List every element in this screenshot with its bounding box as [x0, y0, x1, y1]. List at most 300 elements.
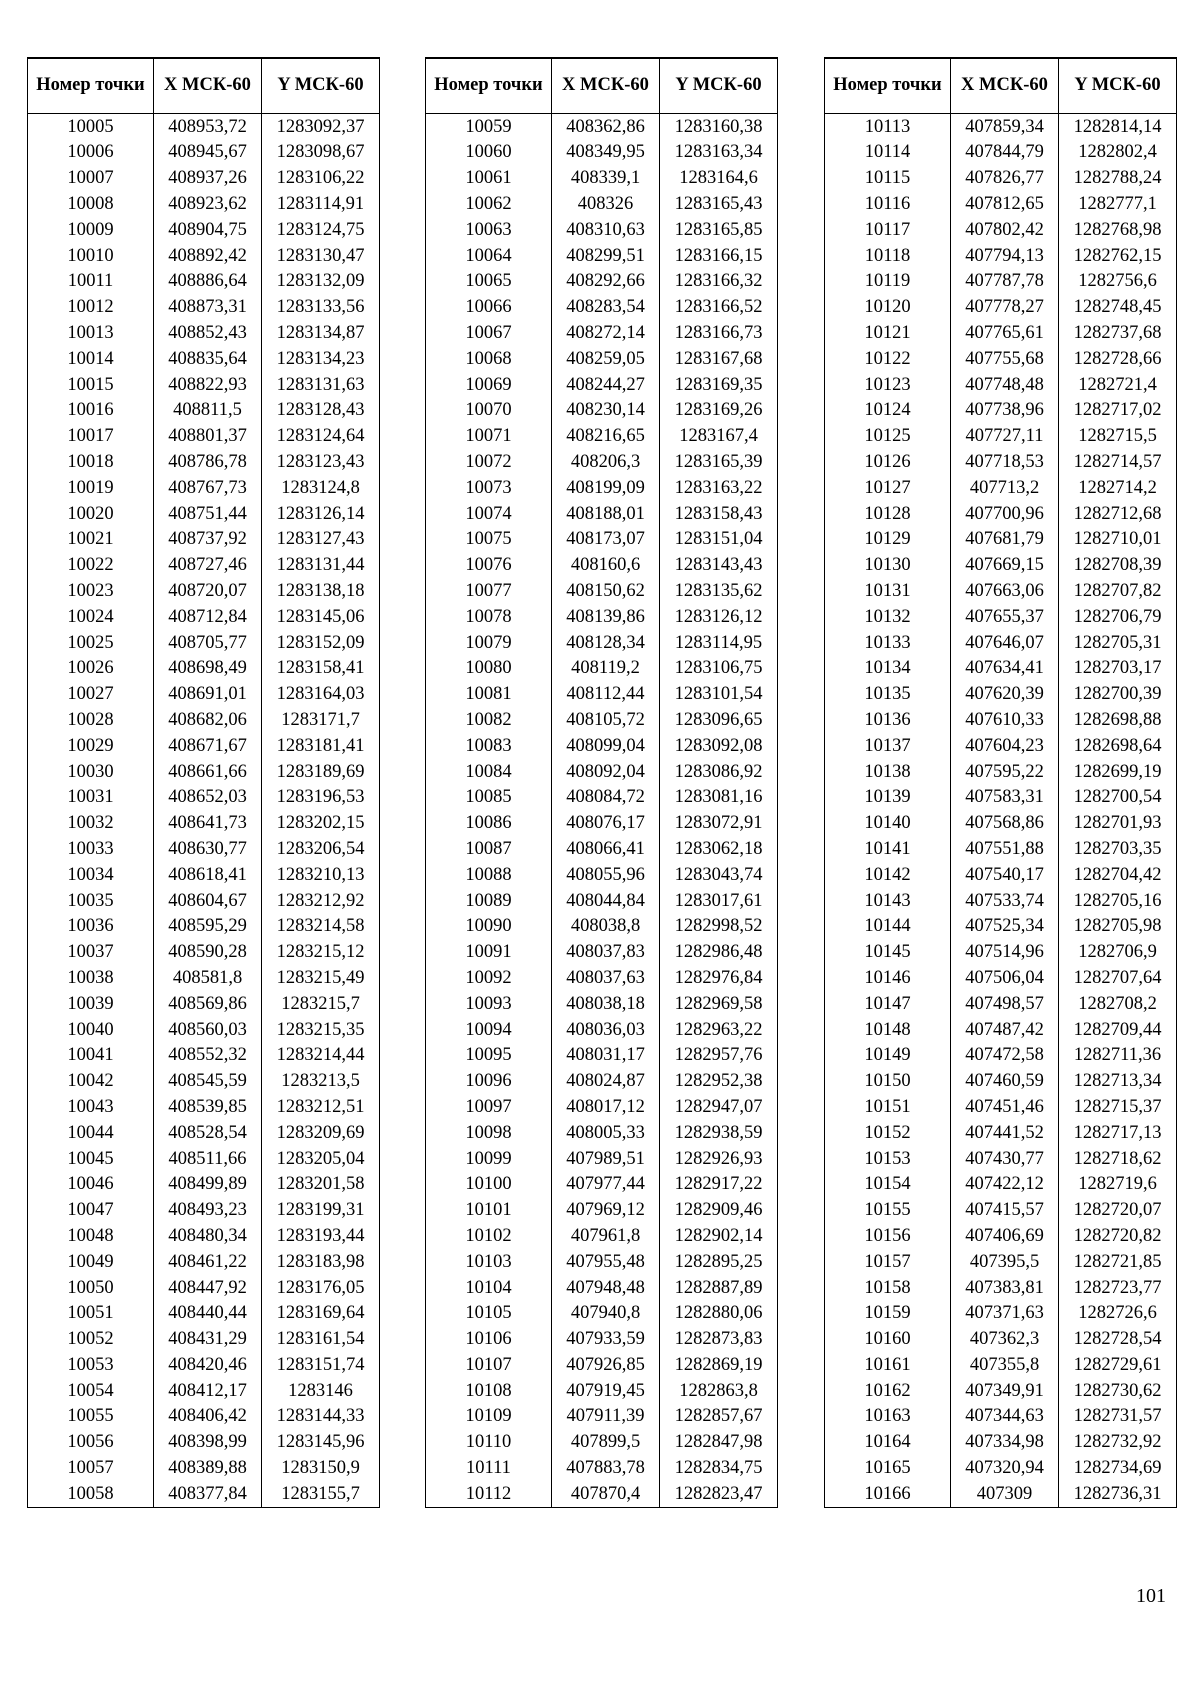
y-coordinate-cell: 1282880,06 — [660, 1301, 778, 1327]
y-coordinate-cell: 1283209,69 — [262, 1120, 380, 1146]
x-coordinate-cell: 407634,41 — [951, 656, 1059, 682]
y-coordinate-cell: 1282717,02 — [1059, 398, 1177, 424]
table-row — [426, 1378, 778, 1404]
point-number-cell: 10086 — [426, 811, 552, 837]
x-coordinate-cell: 408112,44 — [552, 682, 660, 708]
table-row — [825, 1223, 1177, 1249]
table-header-row — [28, 58, 380, 114]
x-coordinate-cell: 407349,91 — [951, 1378, 1059, 1404]
y-coordinate-cell: 1283215,12 — [262, 940, 380, 966]
y-coordinate-cell: 1283166,15 — [660, 243, 778, 269]
y-coordinate-cell: 1283213,5 — [262, 1068, 380, 1094]
point-number-cell: 10098 — [426, 1120, 552, 1146]
table-row — [426, 1197, 778, 1223]
y-coordinate-cell: 1283169,26 — [660, 398, 778, 424]
y-coordinate-cell: 1282712,68 — [1059, 501, 1177, 527]
y-coordinate-cell: 1282721,85 — [1059, 1249, 1177, 1275]
table-row — [426, 166, 778, 192]
coordinate-table-3 — [824, 57, 1177, 1508]
x-coordinate-cell: 408017,12 — [552, 1094, 660, 1120]
y-coordinate-cell: 1283212,51 — [262, 1094, 380, 1120]
y-coordinate-cell: 1283138,18 — [262, 578, 380, 604]
point-number-cell: 10124 — [825, 398, 951, 424]
point-number-cell: 10095 — [426, 1043, 552, 1069]
y-coordinate-cell: 1282731,57 — [1059, 1404, 1177, 1430]
point-number-cell: 10136 — [825, 707, 951, 733]
table-row — [28, 1275, 380, 1301]
x-coordinate-cell: 407955,48 — [552, 1249, 660, 1275]
table-row — [825, 501, 1177, 527]
table-row — [28, 140, 380, 166]
table-row — [426, 1017, 778, 1043]
y-coordinate-cell: 1283145,06 — [262, 604, 380, 630]
y-coordinate-cell: 1283171,7 — [262, 707, 380, 733]
x-coordinate-cell: 407344,63 — [951, 1404, 1059, 1430]
x-coordinate-cell: 408036,03 — [552, 1017, 660, 1043]
table-row — [426, 862, 778, 888]
x-coordinate-cell: 408698,49 — [154, 656, 262, 682]
y-coordinate-cell: 1282748,45 — [1059, 295, 1177, 321]
x-coordinate-cell: 407430,77 — [951, 1146, 1059, 1172]
point-number-cell: 10030 — [28, 759, 154, 785]
x-coordinate-cell: 407933,59 — [552, 1326, 660, 1352]
y-coordinate-cell: 1282705,31 — [1059, 630, 1177, 656]
coordinate-tables — [0, 57, 1200, 1577]
y-coordinate-cell: 1282708,2 — [1059, 991, 1177, 1017]
x-coordinate-cell: 408037,83 — [552, 940, 660, 966]
y-coordinate-cell: 1282768,98 — [1059, 217, 1177, 243]
y-coordinate-cell: 1283165,85 — [660, 217, 778, 243]
y-coordinate-cell: 1283160,38 — [660, 114, 778, 140]
table-row — [426, 630, 778, 656]
table-row — [825, 991, 1177, 1017]
point-number-cell: 10009 — [28, 217, 154, 243]
x-coordinate-cell: 408852,43 — [154, 320, 262, 346]
table-row — [426, 424, 778, 450]
point-number-cell: 10040 — [28, 1017, 154, 1043]
y-coordinate-cell: 1282777,1 — [1059, 191, 1177, 217]
table-row — [426, 553, 778, 579]
table-row — [825, 604, 1177, 630]
point-number-cell: 10036 — [28, 914, 154, 940]
y-coordinate-cell: 1283181,41 — [262, 733, 380, 759]
x-coordinate-cell: 408119,2 — [552, 656, 660, 682]
table-row — [825, 217, 1177, 243]
point-number-cell: 10015 — [28, 372, 154, 398]
x-coordinate-cell: 407655,37 — [951, 604, 1059, 630]
x-coordinate-cell: 408206,3 — [552, 449, 660, 475]
point-number-cell: 10127 — [825, 475, 951, 501]
y-coordinate-cell: 1283167,4 — [660, 424, 778, 450]
y-coordinate-cell: 1283215,35 — [262, 1017, 380, 1043]
x-coordinate-cell: 407738,96 — [951, 398, 1059, 424]
point-number-cell: 10119 — [825, 269, 951, 295]
table-row — [825, 1481, 1177, 1507]
y-coordinate-cell: 1282834,75 — [660, 1455, 778, 1481]
x-coordinate-cell: 408705,77 — [154, 630, 262, 656]
table-row — [825, 1197, 1177, 1223]
table-row — [825, 1430, 1177, 1456]
table-row — [28, 1146, 380, 1172]
table-row — [28, 578, 380, 604]
table-row — [825, 707, 1177, 733]
point-number-cell: 10035 — [28, 888, 154, 914]
x-coordinate-cell: 408712,84 — [154, 604, 262, 630]
point-number-cell: 10151 — [825, 1094, 951, 1120]
table-row — [28, 553, 380, 579]
coordinate-table-1 — [27, 57, 380, 1508]
point-number-cell: 10120 — [825, 295, 951, 321]
y-coordinate-cell: 1282869,19 — [660, 1352, 778, 1378]
y-coordinate-cell: 1282715,37 — [1059, 1094, 1177, 1120]
table-row — [825, 449, 1177, 475]
point-number-cell: 10113 — [825, 114, 951, 140]
x-coordinate-cell: 408431,29 — [154, 1326, 262, 1352]
point-number-cell: 10024 — [28, 604, 154, 630]
y-coordinate-cell: 1282721,4 — [1059, 372, 1177, 398]
y-coordinate-cell: 1283206,54 — [262, 836, 380, 862]
table-row — [426, 759, 778, 785]
y-coordinate-cell: 1282969,58 — [660, 991, 778, 1017]
table-row — [426, 114, 778, 140]
table-row — [825, 346, 1177, 372]
y-coordinate-cell: 1282701,93 — [1059, 811, 1177, 837]
x-coordinate-cell: 407383,81 — [951, 1275, 1059, 1301]
point-number-cell: 10091 — [426, 940, 552, 966]
point-number-cell: 10121 — [825, 320, 951, 346]
point-number-cell: 10130 — [825, 553, 951, 579]
table-row — [825, 1172, 1177, 1198]
point-number-cell: 10052 — [28, 1326, 154, 1352]
x-coordinate-cell: 408892,42 — [154, 243, 262, 269]
x-coordinate-cell: 408682,06 — [154, 707, 262, 733]
point-number-cell: 10043 — [28, 1094, 154, 1120]
x-coordinate-cell: 408539,85 — [154, 1094, 262, 1120]
y-coordinate-cell: 1282947,07 — [660, 1094, 778, 1120]
x-coordinate-cell: 407451,46 — [951, 1094, 1059, 1120]
point-number-cell: 10166 — [825, 1481, 951, 1507]
x-coordinate-cell: 408727,46 — [154, 553, 262, 579]
x-coordinate-cell: 407498,57 — [951, 991, 1059, 1017]
table-row — [426, 707, 778, 733]
point-number-cell: 10058 — [28, 1481, 154, 1507]
point-number-cell: 10133 — [825, 630, 951, 656]
point-number-cell: 10159 — [825, 1301, 951, 1327]
table-row — [825, 759, 1177, 785]
y-coordinate-cell: 1282736,31 — [1059, 1481, 1177, 1507]
point-number-cell: 10143 — [825, 888, 951, 914]
y-coordinate-cell: 1282909,46 — [660, 1197, 778, 1223]
table-row — [426, 475, 778, 501]
point-number-cell: 10139 — [825, 785, 951, 811]
table-row — [825, 1068, 1177, 1094]
point-number-cell: 10140 — [825, 811, 951, 837]
y-coordinate-cell: 1282707,82 — [1059, 578, 1177, 604]
point-number-cell: 10096 — [426, 1068, 552, 1094]
x-coordinate-cell: 408493,23 — [154, 1197, 262, 1223]
table-row — [426, 140, 778, 166]
x-coordinate-cell: 407487,42 — [951, 1017, 1059, 1043]
table-row — [28, 682, 380, 708]
x-coordinate-cell: 408835,64 — [154, 346, 262, 372]
x-coordinate-cell: 407371,63 — [951, 1301, 1059, 1327]
table-row — [28, 449, 380, 475]
x-coordinate-cell: 407610,33 — [951, 707, 1059, 733]
table-row — [825, 1352, 1177, 1378]
point-number-cell: 10102 — [426, 1223, 552, 1249]
header-x: X МСК-60 — [154, 58, 262, 114]
table-row — [825, 1249, 1177, 1275]
point-number-cell: 10118 — [825, 243, 951, 269]
x-coordinate-cell: 408389,88 — [154, 1455, 262, 1481]
point-number-cell: 10100 — [426, 1172, 552, 1198]
x-coordinate-cell: 408595,29 — [154, 914, 262, 940]
x-coordinate-cell: 407812,65 — [951, 191, 1059, 217]
x-coordinate-cell: 407948,48 — [552, 1275, 660, 1301]
y-coordinate-cell: 1282707,64 — [1059, 965, 1177, 991]
y-coordinate-cell: 1282952,38 — [660, 1068, 778, 1094]
point-number-cell: 10047 — [28, 1197, 154, 1223]
table-row — [426, 191, 778, 217]
table-row — [426, 398, 778, 424]
y-coordinate-cell: 1283193,44 — [262, 1223, 380, 1249]
table-row — [426, 372, 778, 398]
x-coordinate-cell: 408139,86 — [552, 604, 660, 630]
table-row — [426, 656, 778, 682]
point-number-cell: 10083 — [426, 733, 552, 759]
y-coordinate-cell: 1283205,04 — [262, 1146, 380, 1172]
y-coordinate-cell: 1282700,54 — [1059, 785, 1177, 811]
point-number-cell: 10012 — [28, 295, 154, 321]
table-row — [426, 1326, 778, 1352]
point-number-cell: 10022 — [28, 553, 154, 579]
x-coordinate-cell: 408499,89 — [154, 1172, 262, 1198]
y-coordinate-cell: 1282723,77 — [1059, 1275, 1177, 1301]
x-coordinate-cell: 408480,34 — [154, 1223, 262, 1249]
x-coordinate-cell: 408128,34 — [552, 630, 660, 656]
y-coordinate-cell: 1283158,41 — [262, 656, 380, 682]
table-row — [28, 398, 380, 424]
point-number-cell: 10122 — [825, 346, 951, 372]
x-coordinate-cell: 407713,2 — [951, 475, 1059, 501]
table-row — [825, 1275, 1177, 1301]
table-row — [825, 1326, 1177, 1352]
x-coordinate-cell: 407646,07 — [951, 630, 1059, 656]
point-number-cell: 10028 — [28, 707, 154, 733]
y-coordinate-cell: 1282957,76 — [660, 1043, 778, 1069]
point-number-cell: 10041 — [28, 1043, 154, 1069]
table-row — [426, 1455, 778, 1481]
x-coordinate-cell: 408362,86 — [552, 114, 660, 140]
point-number-cell: 10103 — [426, 1249, 552, 1275]
y-coordinate-cell: 1283126,12 — [660, 604, 778, 630]
point-number-cell: 10081 — [426, 682, 552, 708]
table-row — [28, 785, 380, 811]
y-coordinate-cell: 1283215,49 — [262, 965, 380, 991]
y-coordinate-cell: 1283081,16 — [660, 785, 778, 811]
point-number-cell: 10109 — [426, 1404, 552, 1430]
x-coordinate-cell: 408092,04 — [552, 759, 660, 785]
y-coordinate-cell: 1282699,19 — [1059, 759, 1177, 785]
point-number-cell: 10160 — [825, 1326, 951, 1352]
table-row — [28, 914, 380, 940]
x-coordinate-cell: 407919,45 — [552, 1378, 660, 1404]
point-number-cell: 10053 — [28, 1352, 154, 1378]
point-number-cell: 10072 — [426, 449, 552, 475]
point-number-cell: 10141 — [825, 836, 951, 862]
y-coordinate-cell: 1283151,04 — [660, 527, 778, 553]
point-number-cell: 10094 — [426, 1017, 552, 1043]
point-number-cell: 10106 — [426, 1326, 552, 1352]
table-row — [426, 914, 778, 940]
table-row — [426, 1430, 778, 1456]
y-coordinate-cell: 1282713,34 — [1059, 1068, 1177, 1094]
y-coordinate-cell: 1282857,67 — [660, 1404, 778, 1430]
y-coordinate-cell: 1282732,92 — [1059, 1430, 1177, 1456]
point-number-cell: 10145 — [825, 940, 951, 966]
x-coordinate-cell: 408641,73 — [154, 811, 262, 837]
table-row — [28, 836, 380, 862]
point-number-cell: 10146 — [825, 965, 951, 991]
table-row — [825, 1120, 1177, 1146]
point-number-cell: 10155 — [825, 1197, 951, 1223]
y-coordinate-cell: 1283092,08 — [660, 733, 778, 759]
y-coordinate-cell: 1283124,64 — [262, 424, 380, 450]
y-coordinate-cell: 1282726,6 — [1059, 1301, 1177, 1327]
table-row — [426, 811, 778, 837]
x-coordinate-cell: 407718,53 — [951, 449, 1059, 475]
x-coordinate-cell: 407755,68 — [951, 346, 1059, 372]
point-number-cell: 10050 — [28, 1275, 154, 1301]
table-row — [825, 1043, 1177, 1069]
table-row — [825, 862, 1177, 888]
point-number-cell: 10045 — [28, 1146, 154, 1172]
point-number-cell: 10026 — [28, 656, 154, 682]
x-coordinate-cell: 408406,42 — [154, 1404, 262, 1430]
x-coordinate-cell: 407961,8 — [552, 1223, 660, 1249]
point-number-cell: 10111 — [426, 1455, 552, 1481]
table-row — [426, 1275, 778, 1301]
y-coordinate-cell: 1282998,52 — [660, 914, 778, 940]
x-coordinate-cell: 408099,04 — [552, 733, 660, 759]
y-coordinate-cell: 1282737,68 — [1059, 320, 1177, 346]
y-coordinate-cell: 1283145,96 — [262, 1430, 380, 1456]
x-coordinate-cell: 407787,78 — [951, 269, 1059, 295]
point-number-cell: 10092 — [426, 965, 552, 991]
point-number-cell: 10134 — [825, 656, 951, 682]
y-coordinate-cell: 1282802,4 — [1059, 140, 1177, 166]
x-coordinate-cell: 407506,04 — [951, 965, 1059, 991]
point-number-cell: 10137 — [825, 733, 951, 759]
y-coordinate-cell: 1282887,89 — [660, 1275, 778, 1301]
header-y: Y МСК-60 — [262, 58, 380, 114]
x-coordinate-cell: 408786,78 — [154, 449, 262, 475]
x-coordinate-cell: 407540,17 — [951, 862, 1059, 888]
table-row — [426, 733, 778, 759]
point-number-cell: 10037 — [28, 940, 154, 966]
point-number-cell: 10144 — [825, 914, 951, 940]
table-row — [426, 449, 778, 475]
point-number-cell: 10153 — [825, 1146, 951, 1172]
x-coordinate-cell: 408283,54 — [552, 295, 660, 321]
x-coordinate-cell: 408038,8 — [552, 914, 660, 940]
point-number-cell: 10099 — [426, 1146, 552, 1172]
table-header-row — [825, 58, 1177, 114]
point-number-cell: 10062 — [426, 191, 552, 217]
table-row — [28, 191, 380, 217]
point-number-cell: 10164 — [825, 1430, 951, 1456]
coordinate-table-2 — [425, 57, 778, 1508]
table-row — [28, 1430, 380, 1456]
point-number-cell: 10112 — [426, 1481, 552, 1507]
header-x: X МСК-60 — [552, 58, 660, 114]
point-number-cell: 10093 — [426, 991, 552, 1017]
table-row — [28, 630, 380, 656]
table-row — [426, 682, 778, 708]
point-number-cell: 10023 — [28, 578, 154, 604]
y-coordinate-cell: 1283133,56 — [262, 295, 380, 321]
table-row — [426, 604, 778, 630]
table-row — [426, 1120, 778, 1146]
table-row — [426, 1352, 778, 1378]
point-number-cell: 10077 — [426, 578, 552, 604]
x-coordinate-cell: 408292,66 — [552, 269, 660, 295]
x-coordinate-cell: 408737,92 — [154, 527, 262, 553]
x-coordinate-cell: 407583,31 — [951, 785, 1059, 811]
x-coordinate-cell: 407568,86 — [951, 811, 1059, 837]
table-row — [825, 191, 1177, 217]
point-number-cell: 10104 — [426, 1275, 552, 1301]
point-number-cell: 10074 — [426, 501, 552, 527]
x-coordinate-cell: 408310,63 — [552, 217, 660, 243]
x-coordinate-cell: 408511,66 — [154, 1146, 262, 1172]
y-coordinate-cell: 1282976,84 — [660, 965, 778, 991]
y-coordinate-cell: 1282963,22 — [660, 1017, 778, 1043]
y-coordinate-cell: 1283214,58 — [262, 914, 380, 940]
y-coordinate-cell: 1283183,98 — [262, 1249, 380, 1275]
y-coordinate-cell: 1282895,25 — [660, 1249, 778, 1275]
x-coordinate-cell: 407669,15 — [951, 553, 1059, 579]
y-coordinate-cell: 1282717,13 — [1059, 1120, 1177, 1146]
x-coordinate-cell: 408044,84 — [552, 888, 660, 914]
y-coordinate-cell: 1283166,32 — [660, 269, 778, 295]
x-coordinate-cell: 408630,77 — [154, 836, 262, 862]
table-row — [28, 1301, 380, 1327]
point-number-cell: 10048 — [28, 1223, 154, 1249]
table-row — [28, 888, 380, 914]
point-number-cell: 10039 — [28, 991, 154, 1017]
point-number-cell: 10147 — [825, 991, 951, 1017]
y-coordinate-cell: 1283134,87 — [262, 320, 380, 346]
x-coordinate-cell: 407533,74 — [951, 888, 1059, 914]
point-number-cell: 10105 — [426, 1301, 552, 1327]
y-coordinate-cell: 1283155,7 — [262, 1481, 380, 1507]
table-row — [28, 862, 380, 888]
x-coordinate-cell: 408024,87 — [552, 1068, 660, 1094]
y-coordinate-cell: 1283114,91 — [262, 191, 380, 217]
point-number-cell: 10078 — [426, 604, 552, 630]
table-row — [825, 372, 1177, 398]
x-coordinate-cell: 408031,17 — [552, 1043, 660, 1069]
x-coordinate-cell: 407441,52 — [951, 1120, 1059, 1146]
table-row — [28, 1352, 380, 1378]
y-coordinate-cell: 1282709,44 — [1059, 1017, 1177, 1043]
x-coordinate-cell: 407926,85 — [552, 1352, 660, 1378]
table-row — [825, 630, 1177, 656]
point-number-cell: 10157 — [825, 1249, 951, 1275]
x-coordinate-cell: 407320,94 — [951, 1455, 1059, 1481]
table-row — [426, 836, 778, 862]
